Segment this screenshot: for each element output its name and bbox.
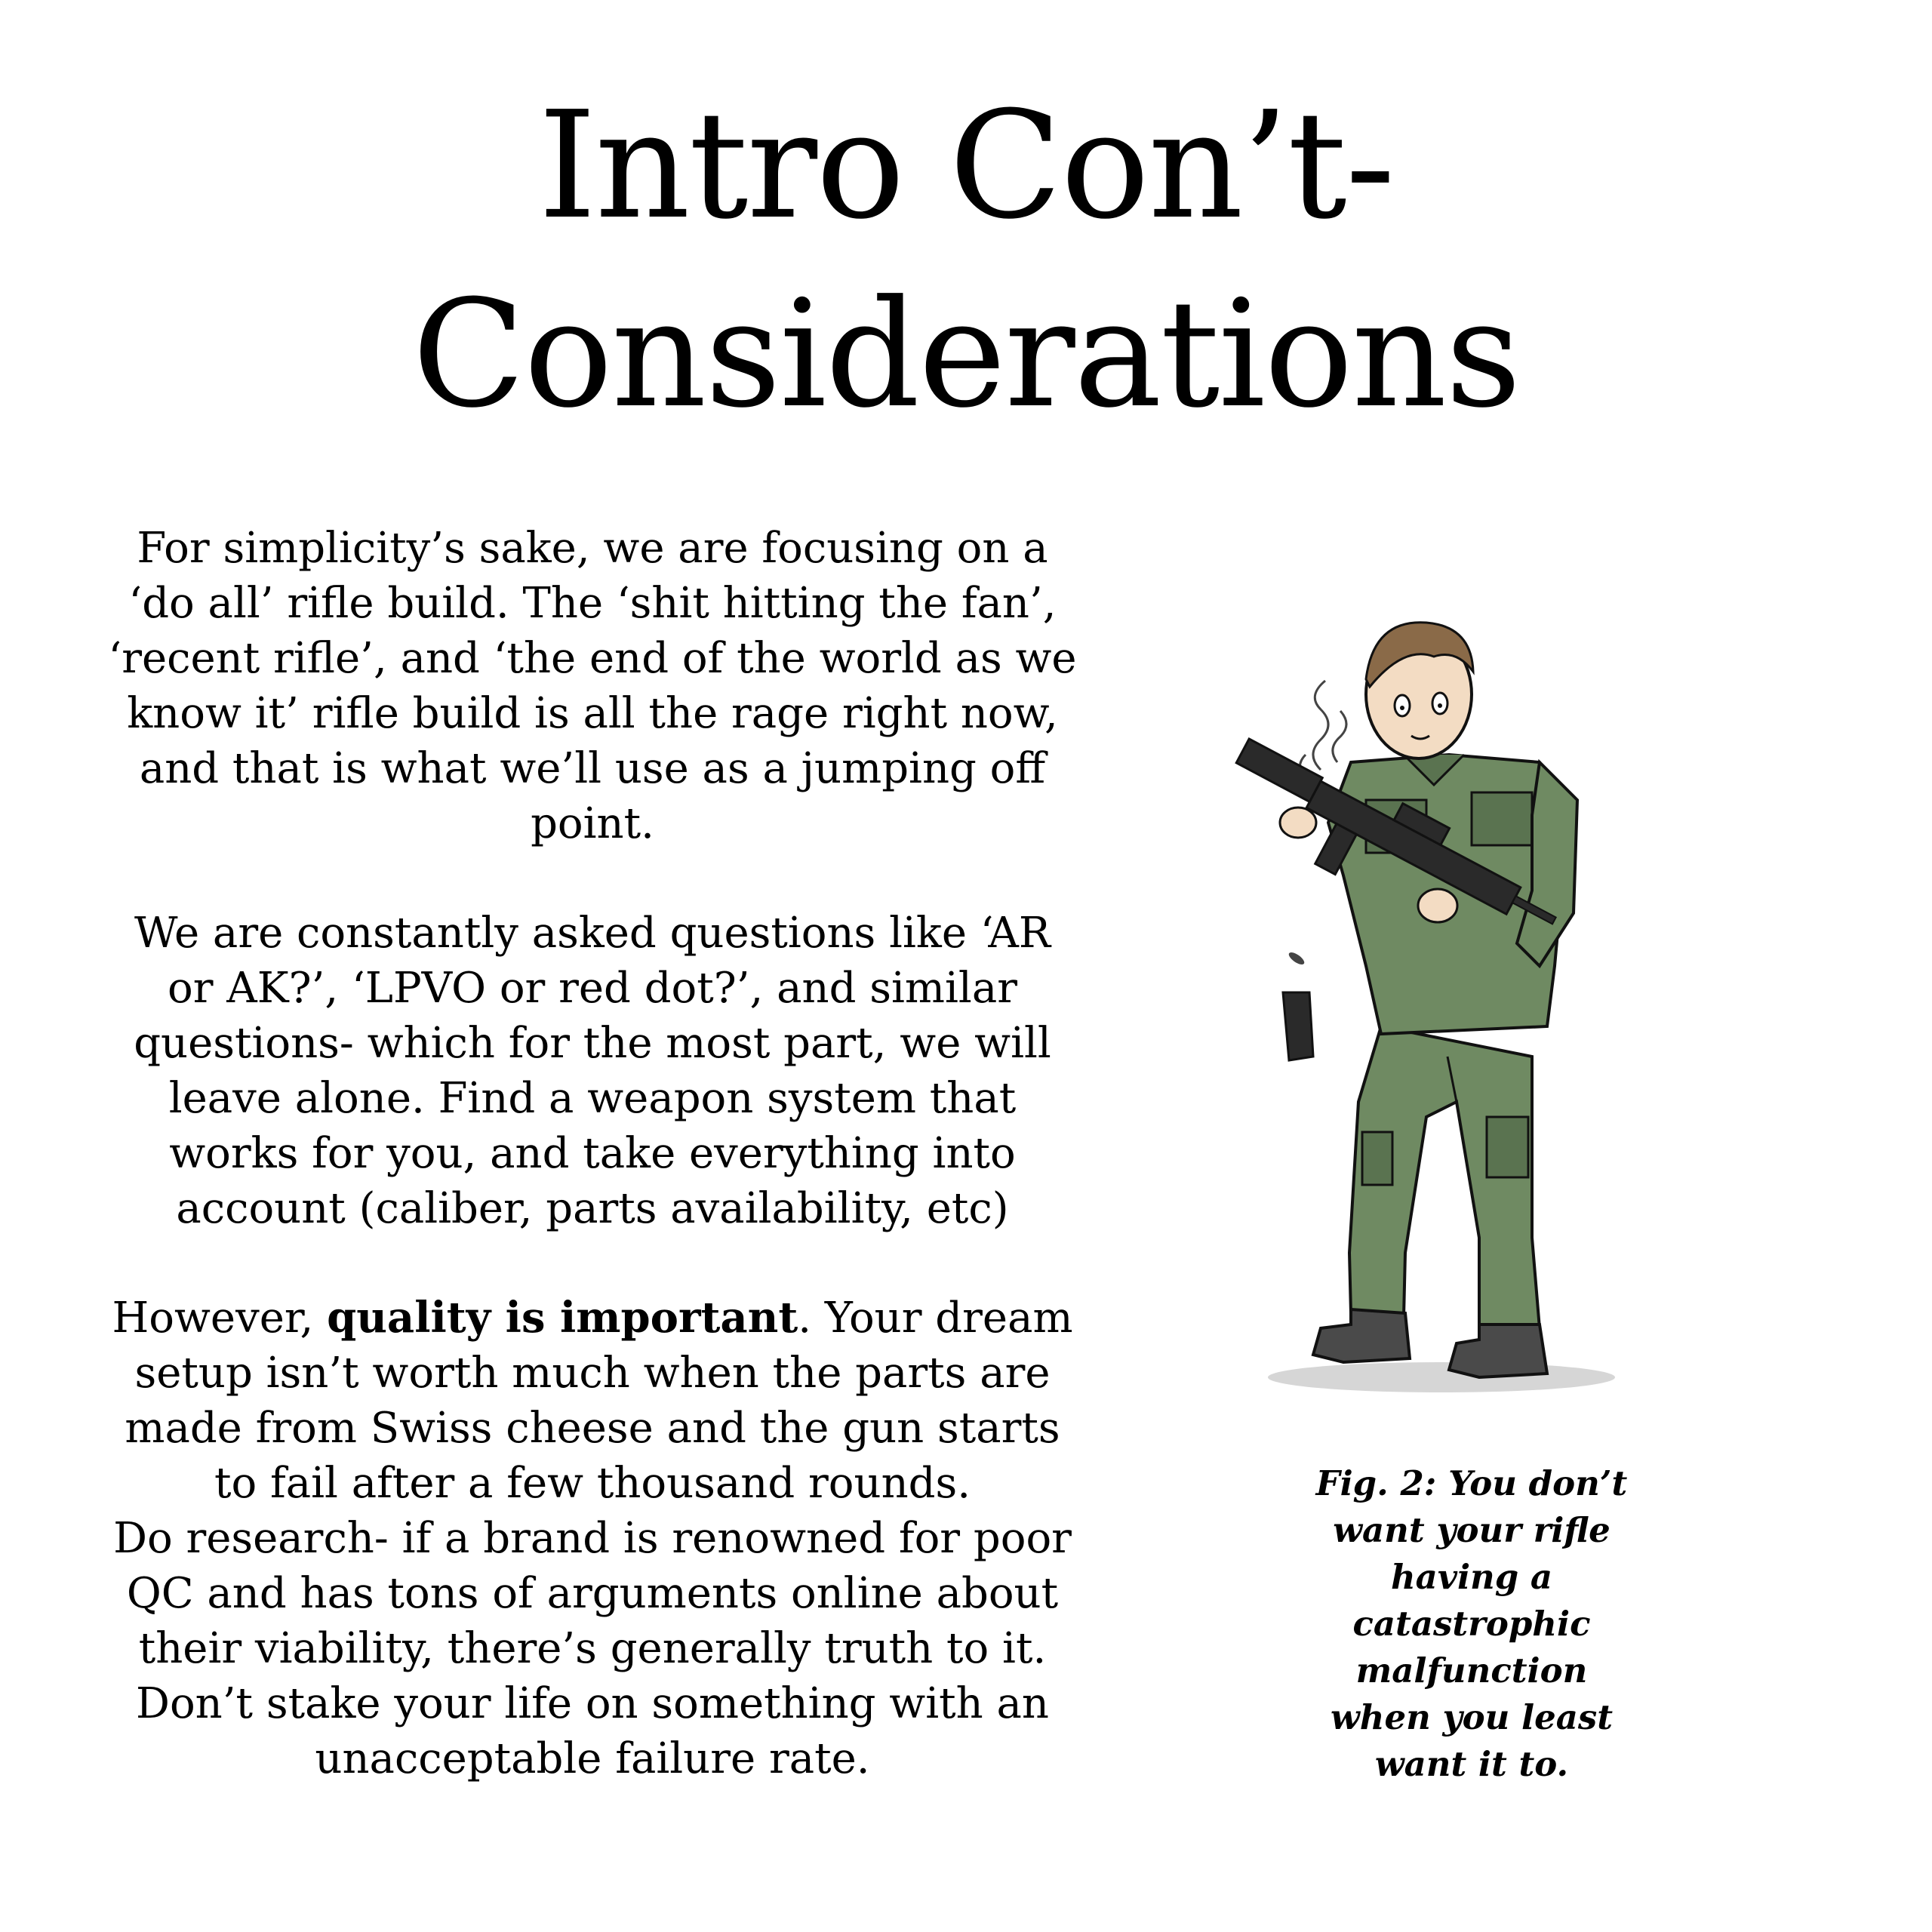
text-line: and that is what we’ll use as a jumping off (139, 744, 1046, 793)
caption-line: having a (1390, 1557, 1553, 1597)
text-line: works for you, and take everything into (169, 1129, 1016, 1178)
text-line: For simplicity’s sake, we are focusing on a (137, 524, 1048, 573)
text-line: or AK?’, ‘LPVO or red dot?’, and similar (168, 964, 1017, 1013)
text-line: made from Swiss cheese and the gun starts (125, 1404, 1060, 1453)
text-line: ‘recent rifle’, and ‘the end of the world as we (108, 634, 1077, 683)
text-line: account (caliber, parts availability, etc) (176, 1184, 1009, 1233)
caption-line: want your rifle (1333, 1510, 1611, 1550)
text-line-emphasis (72, 1291, 1113, 1346)
page-title (0, 72, 1932, 449)
text-line: Don’t stake your life on something with an (136, 1679, 1049, 1728)
text-line: setup isn’t worth much when the parts are (134, 1349, 1051, 1398)
caption-line: want it to. (1374, 1744, 1569, 1784)
paragraph-3 (72, 1291, 1113, 1786)
caption-line: catastrophic (1352, 1604, 1591, 1644)
soldier-with-malfunctioning-rifle-icon (1208, 574, 1683, 1426)
page-title-line-2: Considerations (412, 269, 1520, 441)
body-text (72, 521, 1113, 1786)
bold-emphasis: quality is important (327, 1293, 798, 1343)
text-line: leave alone. Find a weapon system that (168, 1074, 1017, 1123)
text-run: However, (112, 1294, 328, 1343)
text-line: to fail after a few thousand rounds. (214, 1459, 971, 1508)
paragraph-2 (72, 906, 1113, 1236)
caption-line: malfunction (1355, 1651, 1588, 1690)
page-title-line-1: Intro Con’t- (538, 80, 1394, 252)
text-line: point. (531, 799, 654, 848)
text-line: know it’ rifle build is all the rage right now, (127, 689, 1058, 738)
soldier-illustration (1208, 574, 1683, 1426)
caption-line: when you least (1330, 1697, 1614, 1737)
text-line: unacceptable failure rate. (315, 1734, 870, 1783)
text-run: . Your dream (798, 1294, 1073, 1343)
paragraph-1 (72, 521, 1113, 851)
text-line: QC and has tons of arguments online about (126, 1569, 1059, 1618)
text-line: Do research- if a brand is renowned for poor (113, 1514, 1072, 1563)
figure-caption (1275, 1460, 1668, 1788)
caption-line: Fig. 2: You don’t (1315, 1463, 1628, 1503)
text-line: ‘do all’ rifle build. The ‘shit hitting the fan’, (128, 579, 1057, 628)
text-line: questions- which for the most part, we will (134, 1019, 1051, 1068)
text-line: We are constantly asked questions like ‘AR (134, 909, 1051, 958)
text-line: their viability, there’s generally truth to it. (138, 1624, 1047, 1673)
